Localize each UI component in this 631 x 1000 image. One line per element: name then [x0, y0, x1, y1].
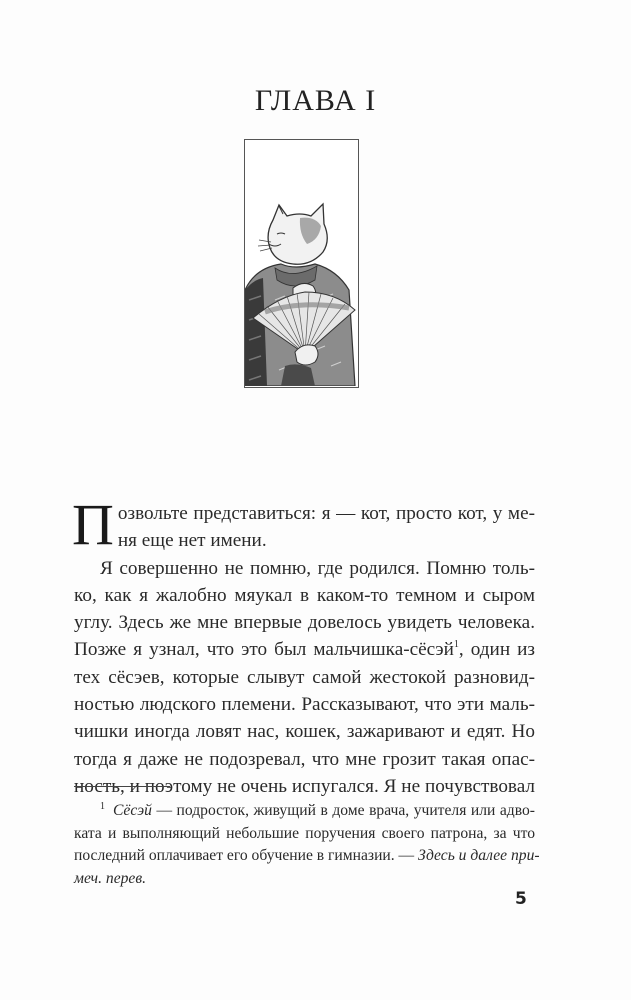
- footnote-line: ката и выполняющий небольшие поручения своего патрона, за что: [74, 824, 535, 842]
- footnote-line: [74, 796, 535, 823]
- text-line: чишки иногда ловят нас, кошек, зажаривают и едят. Но: [74, 721, 535, 743]
- text-line: тех сёсэев, которые слывут самой жестокой разновид-: [74, 666, 535, 688]
- text-fragment: , один из: [458, 639, 535, 661]
- footnote-reference[interactable]: 1: [453, 639, 459, 651]
- drop-cap: П: [72, 492, 114, 557]
- text-line: ня еще нет имени.: [117, 530, 267, 552]
- page-number: 5: [515, 889, 527, 909]
- footnote-divider: [74, 786, 170, 787]
- text-line: ко, как я жалобно мяукал в каком-то темном и сыром: [74, 584, 535, 606]
- paragraph-2: [74, 555, 535, 801]
- chapter-body-text: [72, 492, 535, 800]
- footnote-mark: 1: [100, 801, 105, 812]
- footnote-term: Сёсэй: [113, 802, 152, 819]
- footnote-text: последний оплачивает его обучение в гимназии. —: [74, 847, 419, 864]
- footnote-1: [74, 796, 540, 890]
- text-line: ностью людского племени. Рассказывают, что эти маль-: [74, 694, 535, 716]
- footnote-note: Здесь и далее при-: [418, 847, 540, 864]
- footnote-line: [74, 868, 535, 891]
- chapter-title: ГЛАВА I: [254, 84, 377, 117]
- text-line: ность, и поэтому не очень испугался. Я не почувствовал: [74, 775, 535, 797]
- text-line: тогда я даже не подозревал, что мне грозит такая опас-: [74, 748, 535, 770]
- text-line: озвольте представиться: я — кот, просто кот, у ме-: [117, 503, 535, 524]
- footnote-line: [74, 845, 540, 868]
- paragraph-1: [72, 492, 535, 557]
- text-line: [74, 636, 535, 663]
- text-fragment: Позже я узнал, что это был мальчишка-сёсэй: [74, 639, 454, 661]
- footnotes: [74, 796, 540, 890]
- footnote-text: — подросток, живущий в доме врача, учителя или адво-: [151, 802, 535, 819]
- footnote-note: меч. перев.: [74, 869, 147, 887]
- cat-illustration-icon: [245, 140, 357, 386]
- text-line: Я совершенно не помню, где родился. Помню толь-: [100, 557, 535, 579]
- text-line: углу. Здесь же мне впервые довелось увидеть человека.: [74, 612, 535, 634]
- chapter-illustration: [244, 139, 359, 388]
